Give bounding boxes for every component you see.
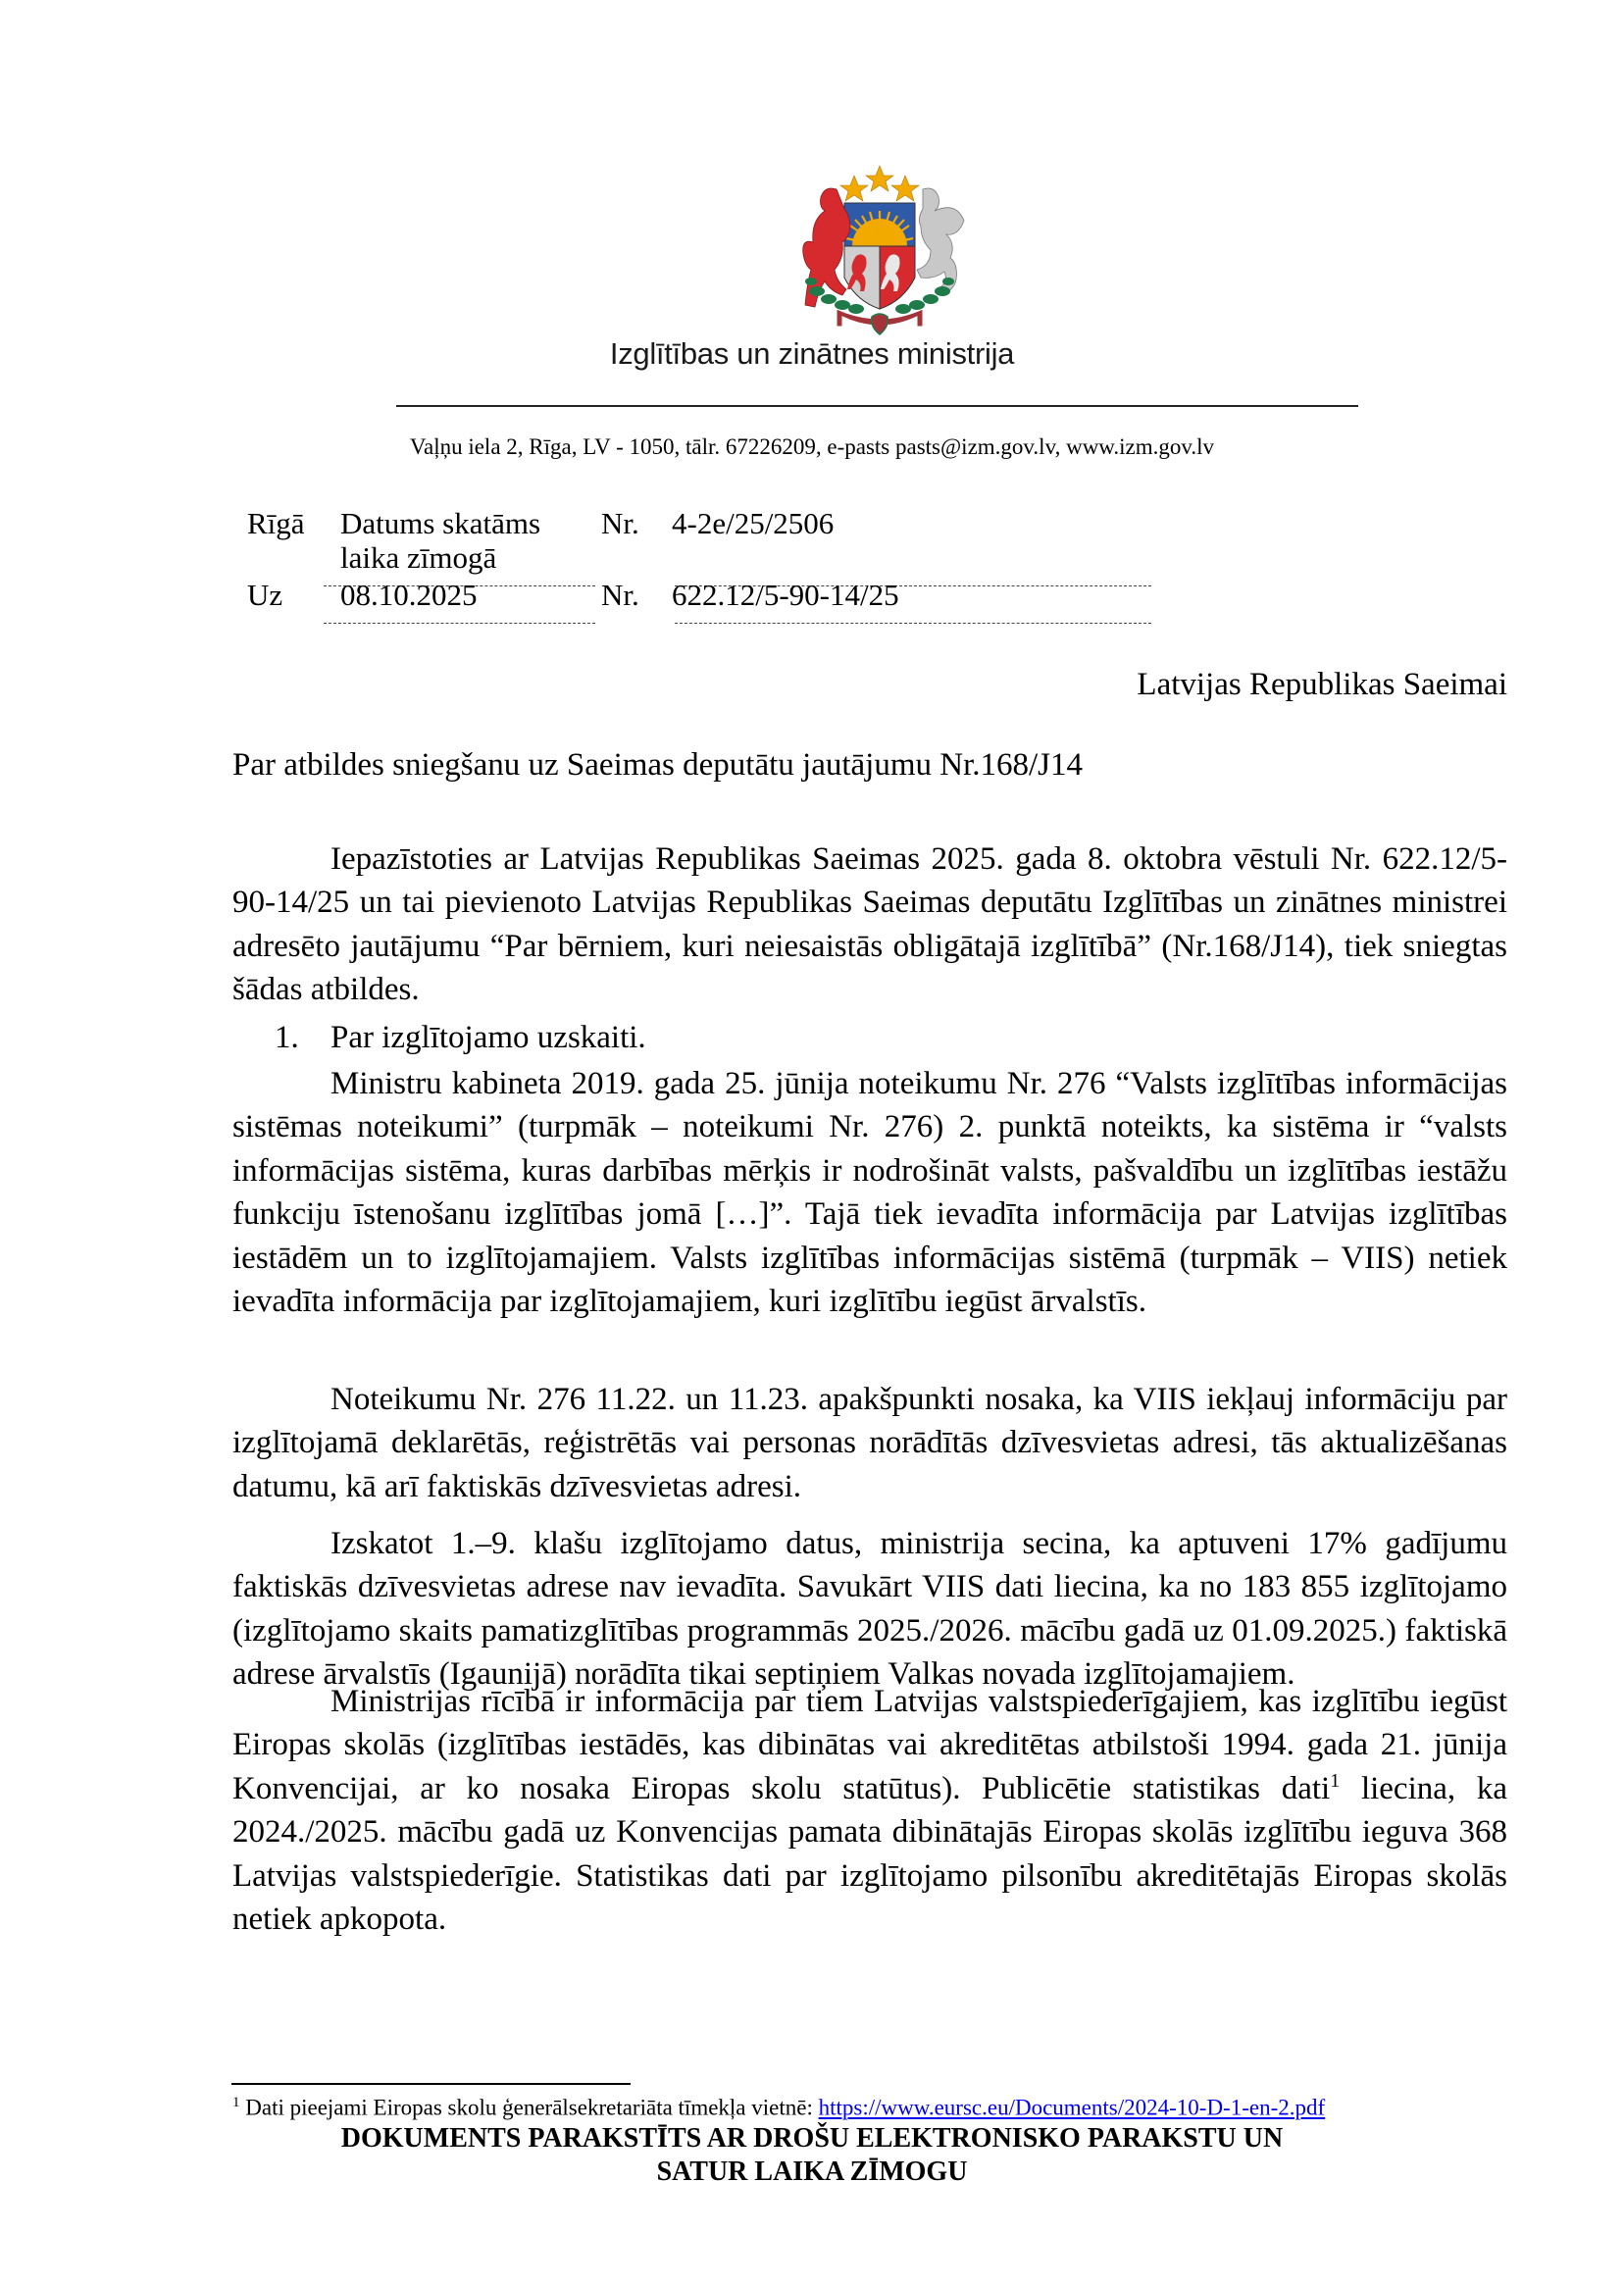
date-value-line2: laika zīmogā bbox=[340, 540, 497, 575]
header-divider bbox=[396, 405, 1358, 407]
e-signature-notice bbox=[0, 2122, 1624, 2189]
nr-label: Nr. bbox=[601, 506, 639, 540]
body-paragraph-1: Ministru kabineta 2019. gada 25. jūnija noteikumu Nr. 276 “Valsts izglītības informācijas sistēmas noteikumi” (turpmāk – noteikumi Nr. 276) 2. punktā noteikts, ka sistēma ir “valsts informācijas sistēma, kuras darbības mērķis ir nodrošināt valsts, pašvaldību un izglītības iestāžu funkciju īstenošanu izglītības jomā […]”. Tajā tiek ievadīta informācija par Latvijas izglītības iestādēm un to izglītojamajiem. Valsts izglītības informācijas sistēmā (turpmāk – VIIS) netiek ievadīta informācija par izglītojamajiem, kuri izglītību iegūst ārvalstīs. bbox=[232, 1066, 1507, 1320]
paragraph-text: liecina, ka 2024./2025. mācību gadā uz Konvencijas pamata dibinātajās Eiropas skolās izglītību ieguva 368 Latvijas valstspiederīgie. Statistikas dati par izglītojamo pilsonību akreditētajās Eiropas skolās netiek apkopota. bbox=[232, 1770, 1508, 1938]
body-paragraph-3: Izskatot 1.–9. klašu izglītojamo datus, ministrija secina, ka aptuveni 17% gadījumu faktiskās dzīvesvietas adrese nav ievadīta. Savukārt VIIS dati liecina, ka no 183 855 izglītojamo (izglītojamo skaits pamatizglītības programmās 2025./2026. mācību gadā uz 01.09.2025.) faktiskā adrese ārvalstīs (Igaunijā) norādīta tikai septiņiem Valkas novada izglītojamajiem. bbox=[232, 1526, 1507, 1693]
ministry-address: Vaļņu iela 2, Rīga, LV - 1050, tālr. 67226209, e-pasts pasts@izm.gov.lv, www.izm.gov.lv bbox=[409, 434, 1215, 459]
body-paragraph-2: Noteikumu Nr. 276 11.22. un 11.23. apakšpunkti nosaka, ka VIIS iekļauj informāciju par izglītojamā deklarētās, reģistrētās vai personas norādītās dzīvesvietas adresi, tās aktualizēšanas datumu, kā arī faktiskās dzīvesvietas adresi. bbox=[232, 1382, 1507, 1504]
ministry-name: Izglītības un zinātnes ministrija bbox=[609, 336, 1015, 371]
to-nr-label: Nr. bbox=[601, 578, 639, 612]
to-date: 08.10.2025 bbox=[340, 578, 478, 612]
recipient: Latvijas Republikas Saeimai bbox=[1137, 667, 1507, 702]
subject-line: Par atbildes sniegšanu uz Saeimas deputātu jautājumu Nr.168/J14 bbox=[232, 747, 1084, 783]
section-number: 1. bbox=[275, 1020, 299, 1055]
date-value-line1: Datums skatāms bbox=[340, 506, 541, 540]
footnote-divider bbox=[231, 2083, 631, 2085]
footnote bbox=[232, 2095, 1325, 2121]
to-number-underline bbox=[675, 623, 1151, 624]
latvia-coat-of-arms-icon bbox=[768, 162, 991, 336]
footnote-marker: 1 bbox=[232, 2095, 240, 2110]
e-signature-line-2: SATUR LAIKA ZĪMOGU bbox=[656, 2156, 968, 2187]
section-title: Par izglītojamo uzskaiti. bbox=[330, 1020, 646, 1055]
document-number: 4-2e/25/2506 bbox=[672, 506, 835, 540]
to-date-underline bbox=[324, 623, 595, 624]
to-number: 622.12/5-90-14/25 bbox=[672, 578, 899, 612]
footnote-link[interactable]: https://www.eursc.eu/Documents/2024-10-D-1-en-2.pdf bbox=[818, 2095, 1326, 2120]
place-label: Rīgā bbox=[247, 506, 305, 540]
footnote-reference[interactable]: 1 bbox=[1330, 1769, 1341, 1792]
to-label: Uz bbox=[247, 578, 283, 612]
section-heading bbox=[275, 1020, 646, 1056]
paragraph-text: Ministrijas rīcībā ir informācija par tiem Latvijas valstspiederīgajiem, kas izglītību iegūst Eiropas skolās (izglītības iestādēs, kas dibinātas vai akreditētas atbilstoši 1994. gada 21. jūnija Konvencijai, ar ko nosaka Eiropas skolu statūtus). Publicētie statistikas dati bbox=[232, 1684, 1507, 1806]
footnote-text: Dati pieejami Eiropas skolu ģenerālsekretariāta tīmekļa vietnē: bbox=[239, 2095, 819, 2120]
e-signature-line-1: DOKUMENTS PARAKSTĪTS AR DROŠU ELEKTRONISKO PARAKSTU UN bbox=[340, 2123, 1284, 2154]
body-paragraph-4 bbox=[232, 1680, 1507, 1941]
intro-paragraph: Iepazīstoties ar Latvijas Republikas Saeimas 2025. gada 8. oktobra vēstuli Nr. 622.12/5-90-14/25 un tai pievienoto Latvijas Republikas Saeimas deputātu Izglītības un zinātnes ministrei adresēto jautājumu “Par bērniem, kuri neiesaistās obligātajā izglītībā” (Nr.168/J14), tiek sniegtas šādas atbildes. bbox=[232, 841, 1507, 1008]
